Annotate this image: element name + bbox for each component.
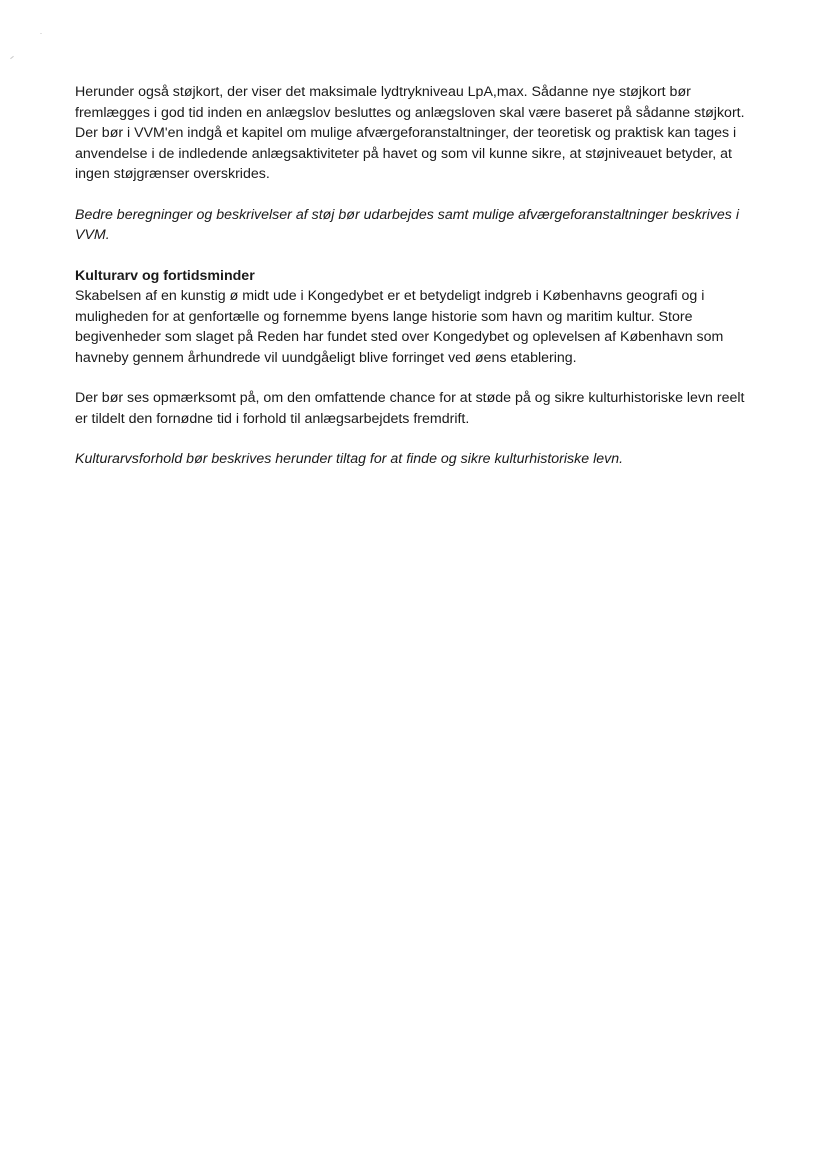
noise-recommendation: Bedre beregninger og beskrivelser af støj bør udarbejdes samt mulige afværgeforanstaltninger beskrives i VVM. (75, 206, 739, 243)
scan-artifact (10, 56, 14, 59)
cultural-heritage-paragraph: Skabelsen af en kunstig ø midt ude i Kongedybet er et betydeligt indgreb i Københavns geografi og i muligheden for at genfortælle og fornemme byens lange historie som havn og maritim kultur. Store begivenheder som slaget på Reden har fundet sted over Kongedybet og oplevelsen af København som havneby gennem århundrede vil uundgåeligt blive forringet ved øens etablering. (75, 288, 724, 366)
cultural-remains-paragraph: Der bør ses opmærksomt på, om den omfattende chance for at støde på og sikre kulturhistoriske levn reelt er tildelt den fornødne tid i forhold til anlægsarbejdets fremdrift. (75, 390, 745, 427)
document-body (75, 82, 755, 490)
cultural-heritage-recommendation: Kulturarvsforhold bør beskrives herunder tiltag for at finde og sikre kulturhistoriske levn. (75, 451, 624, 467)
scan-artifact (40, 33, 42, 34)
noise-map-paragraph: Herunder også støjkort, der viser det maksimale lydtrykniveau LpA,max. Sådanne nye støjkort bør fremlægges i god tid inden en anlægslov besluttes og anlægsloven skal være baseret på sådanne støjkort. Der bør i VVM'en indgå et kapitel om mulige afværgeforanstaltninger, der teoretisk og praktisk kan tages i anvendelse i de indledende anlægsaktiviteter på havet og som vil kunne sikre, at støjniveauet betyder, at ingen støjgrænser overskrides. (75, 84, 745, 182)
section-heading: Kulturarv og fortidsminder (75, 267, 255, 284)
